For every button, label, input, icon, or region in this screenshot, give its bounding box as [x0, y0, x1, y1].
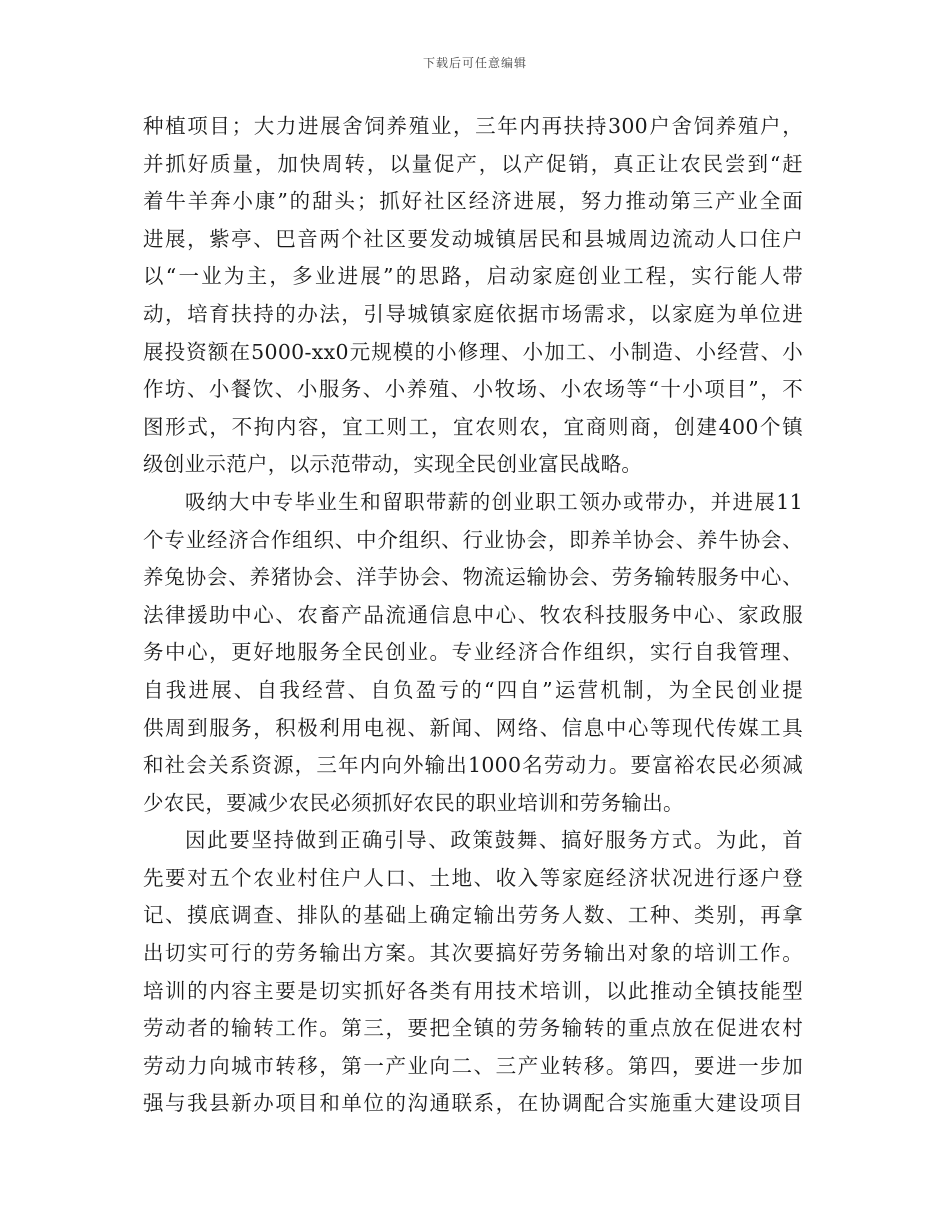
text-line: 作坊、小餐饮、小服务、小养殖、小牧场、小农场等“十小项目”，不: [143, 377, 803, 402]
paragraph: [143, 108, 803, 484]
text-line: 记、摸底调查、排队的基础上确定输出劳务人数、工种、类别，再拿: [143, 903, 803, 928]
text-line: 吸纳大中专毕业生和留职带薪的创业职工领办或带办，并进展11: [185, 489, 803, 514]
text-line: 培训的内容主要是切实抓好各类有用技术培训，以此推动全镇技能型: [143, 978, 803, 1003]
paragraph: [143, 822, 803, 1123]
text-line: 因此要坚持做到正确引导、政策鼓舞、搞好服务方式。为此，首: [185, 828, 803, 853]
text-line: 劳动者的输转工作。第三，要把全镇的劳务输转的重点放在促进农村: [143, 1016, 803, 1041]
paragraph: [143, 484, 803, 822]
text-line: 先要对五个农业村住户人口、土地、收入等家庭经济状况进行逐户登: [143, 865, 803, 890]
text-line: 进展，紫亭、巴音两个社区要发动城镇居民和县城周边流动人口住户: [143, 226, 803, 251]
text-line: 并抓好质量，加快周转，以量促产，以产促销，真正让农民尝到“赶: [143, 151, 803, 176]
page-header: 下载后可任意编辑: [422, 56, 527, 70]
text-line: 法律援助中心、农畜产品流通信息中心、牧农科技服务中心、家政服: [143, 602, 803, 627]
text-line: 强与我县新办项目和单位的沟通联系，在协调配合实施重大建设项目: [143, 1091, 803, 1116]
text-line: 出切实可行的劳务输出方案。其次要搞好劳务输出对象的培训工作。: [143, 941, 803, 966]
text-line: 展投资额在5000-xx0元规模的小修理、小加工、小制造、小经营、小: [143, 339, 803, 364]
document-body: [143, 108, 803, 1123]
text-line: 自我进展、自我经营、自负盈亏的“四自”运营机制，为全民创业提: [143, 677, 803, 702]
text-line: 和社会关系资源，三年内向外输出1000名劳动力。要富裕农民必须减: [143, 753, 803, 778]
text-line: 供周到服务，积极利用电视、新闻、网络、信息中心等现代传媒工具: [143, 715, 803, 740]
text-line: 少农民，要减少农民必须抓好农民的职业培训和劳务输出。: [143, 790, 684, 815]
text-line: 动，培育扶持的办法，引导城镇家庭依据市场需求，以家庭为单位进: [143, 301, 803, 326]
text-line: 图形式，不拘内容，宜工则工，宜农则农，宜商则商，创建400个镇: [143, 414, 803, 439]
text-line: 着牛羊奔小康”的甜头；抓好社区经济进展，努力推动第三产业全面: [143, 189, 803, 214]
text-line: 级创业示范户，以示范带动，实现全民创业富民战略。: [143, 452, 643, 477]
text-line: 个专业经济合作组织、中介组织、行业协会，即养羊协会、养牛协会、: [143, 527, 803, 552]
text-line: 务中心，更好地服务全民创业。专业经济合作组织，实行自我管理、: [143, 640, 803, 665]
text-line: 以“一业为主，多业进展”的思路，启动家庭创业工程，实行能人带: [143, 264, 803, 289]
text-line: 劳动力向城市转移，第一产业向二、三产业转移。第四，要进一步加: [143, 1053, 803, 1078]
text-line: 养兔协会、养猪协会、洋芋协会、物流运输协会、劳务输转服务中心、: [143, 565, 803, 590]
text-line: 种植项目；大力进展舍饲养殖业，三年内再扶持300户舍饲养殖户，: [143, 114, 803, 138]
